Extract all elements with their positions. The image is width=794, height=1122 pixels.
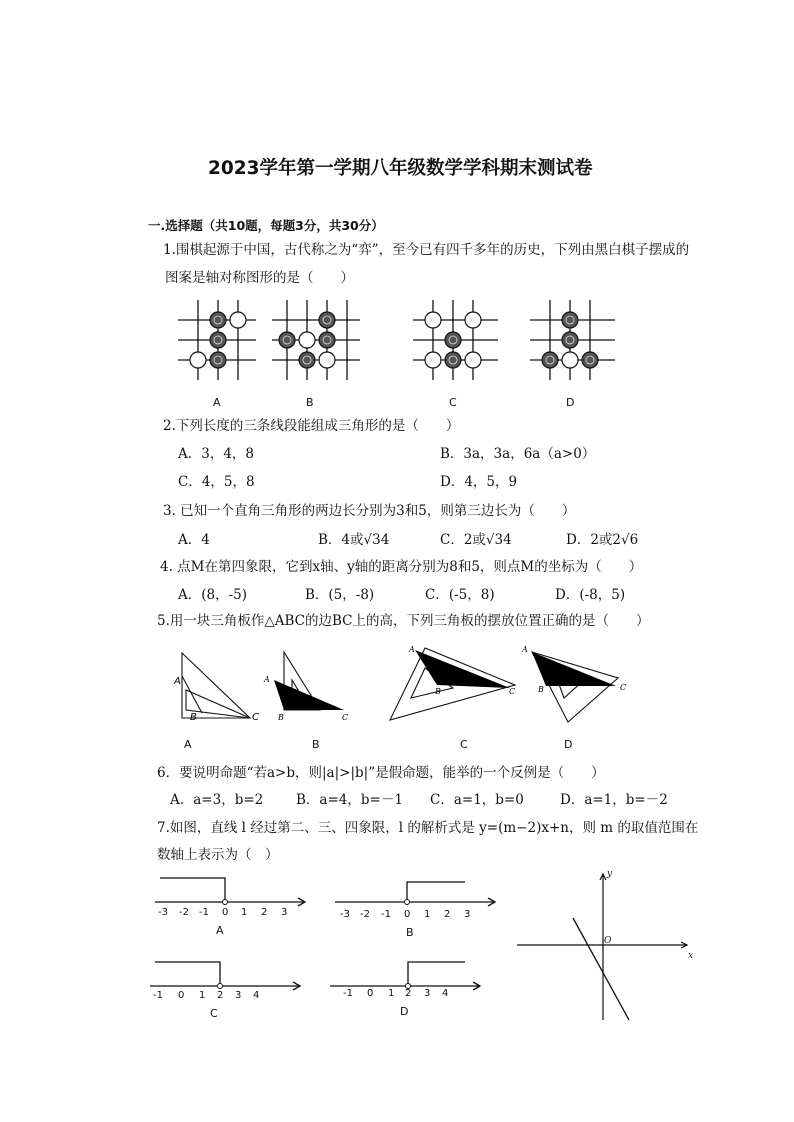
q7-c-tick-0: 0 [178, 990, 185, 1001]
q5-d-point-a: A [522, 645, 528, 654]
q5-d-point-c: C [620, 683, 627, 692]
q5-b-point-b: B [278, 713, 284, 722]
q7-numberline-a [155, 872, 315, 912]
q6-option-b: B．a=4，b=－1 [296, 792, 403, 808]
q5-c-point-c: C [509, 687, 516, 696]
q7-a-tick-3: 3 [281, 907, 288, 918]
q7-b-tick-0: 0 [404, 909, 411, 920]
q7-b-tick-1: 1 [424, 909, 431, 920]
q2-stem: 2.下列长度的三条线段能组成三角形的是（ ） [163, 418, 460, 434]
q2-option-b: B．3a，3a，6a（a>0） [440, 446, 596, 462]
q1-line1: 1.围棋起源于中国，古代称之为“弈”，至今已有四千多年的历史，下列由黑白棋子摆成的 [163, 242, 690, 258]
q7-b-tick-m2: -2 [360, 909, 370, 920]
q7-d-tick-4: 4 [442, 988, 449, 999]
q7-numberline-b [335, 872, 505, 912]
q5-a-point-c: C [252, 712, 259, 723]
q4-option-b: B．(5，-8) [305, 587, 375, 603]
q3-option-b: B．4或√34 [318, 532, 390, 548]
q7-c-tick-3: 3 [235, 990, 242, 1001]
q5-a-point-b: B [190, 712, 197, 723]
q2-option-a: A．3，4，8 [178, 446, 255, 462]
q5-figure-d [520, 640, 640, 730]
q7-axis-x-label: x [688, 951, 694, 961]
q6-option-a: A．a=3，b=2 [170, 792, 264, 808]
q5-stem: 5.用一块三角板作△ABC的边BC上的高，下列三角板的摆放位置正确的是（ ） [157, 613, 650, 629]
q7-b-tick-3: 3 [464, 909, 471, 920]
q7-b-tick-m3: -3 [340, 909, 350, 920]
q7-d-tick-2: 2 [405, 988, 412, 999]
q7-a-tick-1: 1 [241, 907, 248, 918]
q7-c-tick-1: 1 [199, 990, 206, 1001]
q1-figure-c [413, 300, 503, 390]
q7-line2: 数轴上表示为（ ） [157, 847, 279, 863]
q1-label-b: B [306, 396, 314, 409]
q7-d-tick-0: 0 [367, 988, 374, 999]
section-heading: 一.选择题（共10题，每题3分，共30分） [148, 218, 384, 233]
q5-c-point-b: B [435, 687, 441, 696]
q6-option-d: D．a=1，b=－2 [560, 792, 668, 808]
page-title: 2023学年第一学期八年级数学学科期末测试卷 [208, 158, 593, 179]
q5-figure-b [262, 648, 362, 728]
q7-c-tick-2: 2 [217, 990, 224, 1001]
q1-label-c: C [449, 396, 457, 409]
q1-figure-d [530, 300, 620, 390]
q7-b-tick-m1: -1 [381, 909, 391, 920]
q7-line-l [573, 918, 629, 1020]
q7-b-tick-2: 2 [444, 909, 451, 920]
q7-origin-label: O [604, 936, 612, 946]
q7-d-tick-m1: -1 [343, 988, 353, 999]
q7-line1: 7.如图，直线 l 经过第二、三、四象限，l 的解析式是 y=(m−2)x+n，则 m 的取值范围在 [157, 820, 699, 836]
q5-label-a: A [184, 738, 192, 751]
q5-a-point-a: A [174, 676, 181, 687]
q2-option-d: D．4，5，9 [440, 474, 518, 490]
q1-figure-b [272, 300, 362, 390]
q4-option-d: D．(-8，5) [555, 587, 626, 603]
q7-label-c: C [210, 1007, 218, 1020]
q7-label-a: A [216, 924, 224, 937]
q4-option-c: C．(-5，8) [425, 587, 495, 603]
q7-a-tick-2: 2 [261, 907, 268, 918]
q1-figure-a [178, 300, 258, 390]
q7-a-tick-0: 0 [222, 907, 229, 918]
q5-c-point-a: A [409, 645, 415, 654]
q5-label-c: C [460, 738, 468, 751]
q7-numberline-c [150, 956, 310, 996]
q5-figure-c [385, 640, 525, 730]
q5-b-point-a: A [264, 675, 270, 684]
q7-a-tick-m2: -2 [179, 907, 189, 918]
q7-c-tick-4: 4 [253, 990, 260, 1001]
q3-option-a: A．4 [178, 532, 210, 548]
q1-label-d: D [566, 396, 575, 409]
q7-d-tick-1: 1 [388, 988, 395, 999]
q7-a-tick-m3: -3 [158, 907, 168, 918]
q1-label-a: A [213, 396, 221, 409]
q7-axis-y-label: y [607, 869, 613, 879]
q2-option-c: C．4，5，8 [178, 474, 255, 490]
q5-figure-a [172, 648, 262, 728]
q6-stem: 6．要说明命题“若a>b，则|a|>|b|”是假命题，能举的一个反例是（ ） [157, 765, 605, 781]
q5-label-d: D [564, 738, 573, 751]
q7-label-b: B [406, 926, 414, 939]
q4-option-a: A．(8，-5) [178, 587, 248, 603]
q7-label-d: D [400, 1005, 409, 1018]
q3-option-c: C．2或√34 [440, 532, 512, 548]
q7-c-tick-m1: -1 [153, 990, 163, 1001]
q5-b-point-c: C [342, 713, 349, 722]
q4-stem: 4. 点M在第四象限，它到x轴、y轴的距离分别为8和5，则点M的坐标为（ ） [160, 559, 643, 575]
q5-d-point-b: B [538, 685, 544, 694]
q3-option-d: D．2或2√6 [566, 532, 639, 548]
q1-line2: 图案是轴对称图形的是（ ） [165, 270, 354, 286]
q5-label-b: B [312, 738, 320, 751]
q6-option-c: C．a=1，b=0 [430, 792, 524, 808]
q7-a-tick-m1: -1 [199, 907, 209, 918]
q7-coordinate-plane [517, 870, 697, 1025]
q7-d-tick-3: 3 [424, 988, 431, 999]
q3-stem: 3. 已知一个直角三角形的两边长分别为3和5，则第三边长为（ ） [163, 503, 576, 519]
